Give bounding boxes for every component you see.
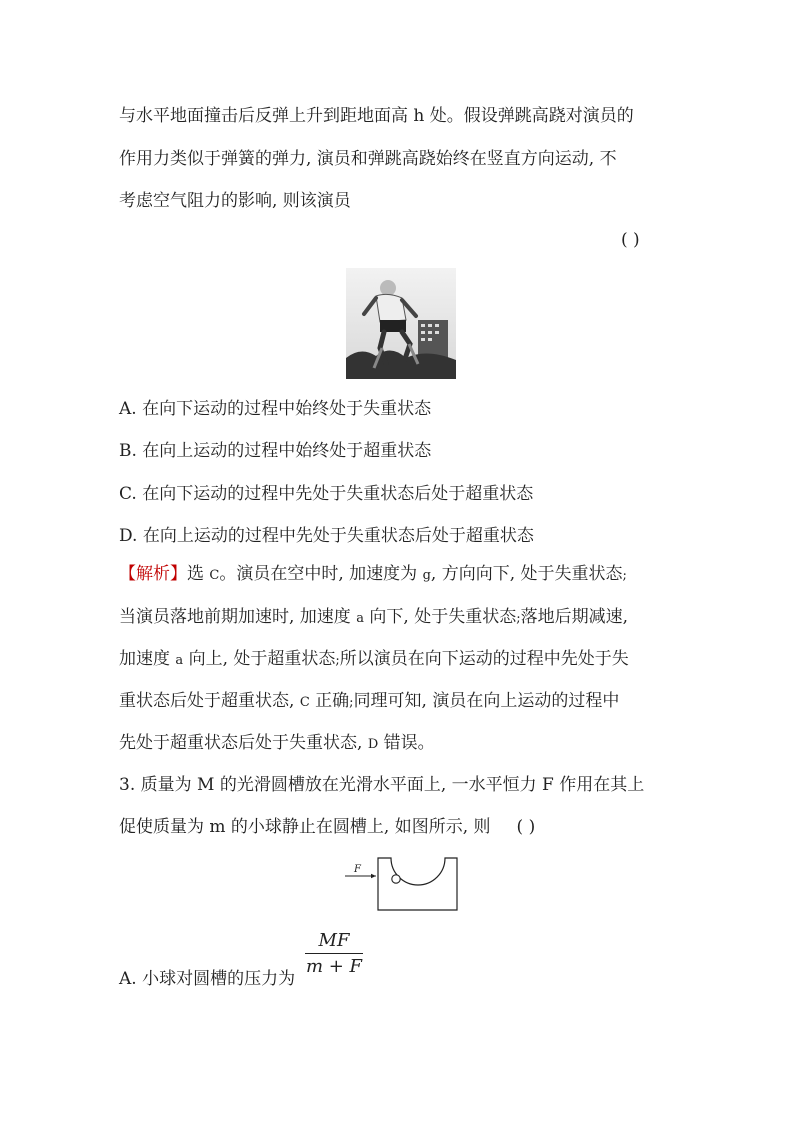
fraction-numerator: MF <box>305 930 363 954</box>
option-2d: D. 在向上运动的过程中先处于失重状态后处于超重状态 <box>119 526 534 546</box>
option-3a-text: A. 小球对圆槽的压力为 <box>119 969 296 989</box>
question-intro-line-1: 与水平地面撞击后反弹上升到距地面高 h 处。假设弹跳高跷对演员的 <box>119 106 634 126</box>
q3-answer-parens: ( ) <box>516 817 536 837</box>
analysis-line-2: 当演员落地前期加速时, 加速度 a 向下, 处于失重状态;落地后期减速, <box>119 607 628 627</box>
question-3-line-1: 3. 质量为 M 的光滑圆槽放在光滑水平面上, 一水平恒力 F 作用在其上 <box>119 775 645 795</box>
stilt-jumper-photo <box>346 268 456 379</box>
answer-parens: ( ) <box>621 230 640 250</box>
option-2a: A. 在向下运动的过程中始终处于失重状态 <box>119 399 432 419</box>
ball <box>392 875 400 883</box>
question-intro-line-2: 作用力类似于弹簧的弹力, 演员和弹跳高跷始终在竖直方向运动, 不 <box>119 149 617 169</box>
fraction-denominator: m + F <box>305 956 363 977</box>
force-label: F <box>354 864 361 875</box>
option-2c: C. 在向下运动的过程中先处于失重状态后处于超重状态 <box>119 484 534 504</box>
option-2b: B. 在向上运动的过程中始终处于超重状态 <box>119 441 432 461</box>
analysis-line-1: 【解析】选 C。演员在空中时, 加速度为 g, 方向向下, 处于失重状态; <box>119 564 627 584</box>
question-3-line-2: 促使质量为 m 的小球静止在圆槽上, 如图所示, 则 ( ) <box>119 817 536 837</box>
option-3a-fraction <box>305 930 363 977</box>
analysis-tag: 【解析】 <box>119 564 187 584</box>
analysis-line-4: 重状态后处于超重状态, C 正确;同理可知, 演员在向上运动的过程中 <box>119 691 620 711</box>
analysis-line-3: 加速度 a 向上, 处于超重状态;所以演员在向下运动的过程中先处于失 <box>119 649 629 669</box>
groove-diagram <box>340 856 465 912</box>
analysis-line-5: 先处于超重状态后处于失重状态, D 错误。 <box>119 733 435 753</box>
question-intro-line-3: 考虑空气阻力的影响, 则该演员 <box>119 191 351 211</box>
